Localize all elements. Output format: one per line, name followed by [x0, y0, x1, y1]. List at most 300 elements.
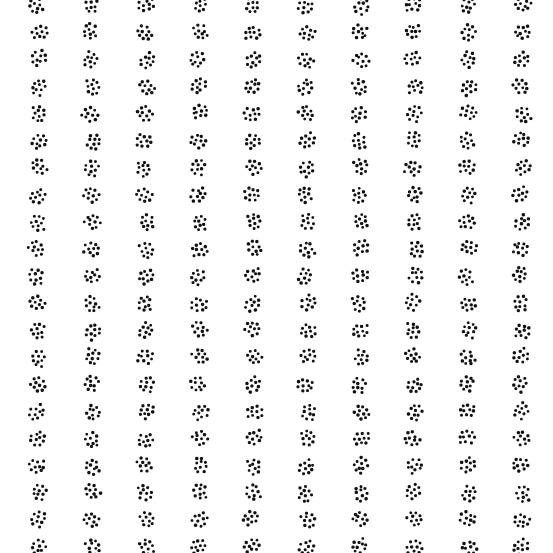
dot	[93, 189, 96, 192]
dot	[366, 276, 369, 279]
dot	[32, 225, 35, 228]
dot	[313, 297, 316, 300]
dot	[305, 105, 308, 108]
dot	[358, 467, 361, 470]
dot	[366, 271, 369, 274]
dot	[299, 354, 302, 357]
dot	[471, 35, 474, 38]
dot	[353, 411, 356, 414]
dot	[144, 539, 147, 542]
dot	[92, 247, 95, 250]
dot	[523, 328, 526, 331]
dot	[516, 405, 519, 408]
dot	[513, 351, 516, 354]
dot	[257, 226, 260, 229]
dot	[36, 549, 39, 552]
dot	[364, 34, 367, 37]
dot	[524, 304, 527, 307]
dot	[36, 59, 39, 62]
dot	[88, 10, 91, 13]
dot	[150, 221, 153, 224]
dot	[255, 240, 258, 243]
dot	[192, 27, 195, 30]
dot	[300, 199, 303, 202]
dot	[138, 443, 141, 446]
dot	[520, 161, 523, 164]
dot	[465, 250, 468, 253]
dot	[199, 4, 202, 7]
dot	[138, 277, 141, 280]
dot	[408, 349, 411, 352]
dot	[37, 201, 40, 204]
dot	[152, 550, 155, 553]
dot	[43, 385, 46, 388]
dot	[356, 280, 359, 283]
dot	[468, 326, 471, 329]
dot	[243, 190, 246, 193]
dot	[94, 302, 97, 305]
dot	[148, 512, 151, 515]
dot	[200, 460, 203, 463]
dot	[301, 93, 304, 96]
dot	[149, 141, 152, 144]
dot	[405, 53, 408, 56]
dot	[199, 192, 203, 196]
dot	[525, 494, 528, 497]
dot	[307, 269, 310, 272]
dot	[306, 298, 309, 301]
dot	[302, 162, 305, 165]
dot	[356, 23, 359, 26]
dot	[152, 517, 155, 520]
dot	[148, 298, 151, 301]
dot	[35, 27, 38, 30]
dot	[516, 547, 519, 550]
dot	[257, 299, 260, 302]
dot	[31, 418, 34, 421]
dot	[303, 64, 306, 67]
dot	[41, 248, 44, 251]
dot	[304, 467, 307, 470]
dot	[414, 483, 417, 486]
dot	[461, 306, 464, 309]
dot	[520, 407, 523, 410]
dot	[85, 493, 88, 496]
dot	[364, 170, 367, 173]
dot	[356, 331, 359, 334]
dot	[517, 497, 520, 500]
dot	[472, 409, 475, 412]
dot	[463, 221, 466, 224]
dot	[258, 142, 261, 145]
dot	[307, 221, 310, 224]
dot	[148, 333, 151, 336]
dot	[193, 142, 196, 145]
dot-cluster	[243, 322, 260, 338]
dot	[202, 58, 205, 61]
dot-cluster	[352, 187, 367, 204]
dot	[415, 326, 418, 329]
dot	[358, 111, 362, 115]
dot-cluster	[244, 78, 260, 94]
dot	[93, 297, 96, 300]
dot	[41, 165, 44, 168]
dot	[195, 434, 198, 437]
dot	[87, 85, 90, 88]
dot	[523, 515, 526, 518]
dot	[94, 349, 97, 352]
dot	[190, 546, 193, 549]
dot	[139, 114, 142, 117]
dot	[364, 116, 367, 119]
dot	[94, 243, 97, 246]
dot	[518, 385, 521, 388]
dot	[35, 147, 38, 150]
dot	[473, 465, 476, 468]
dot	[410, 360, 413, 363]
dot-cluster	[351, 295, 366, 313]
dot	[308, 412, 311, 415]
dot	[301, 437, 304, 440]
dot	[358, 158, 361, 161]
dot	[299, 62, 302, 65]
dot	[460, 31, 463, 34]
dot	[353, 438, 356, 441]
dot	[468, 299, 471, 302]
dot	[415, 295, 418, 298]
dot	[148, 109, 151, 112]
dot	[364, 513, 367, 516]
dot	[357, 30, 360, 33]
dot	[464, 547, 467, 550]
dot	[248, 31, 251, 34]
dot	[527, 439, 530, 442]
dot	[419, 255, 422, 258]
dot	[305, 53, 308, 56]
dot	[303, 350, 306, 353]
dot	[359, 488, 362, 491]
dot	[194, 172, 197, 175]
dot	[252, 473, 255, 476]
dot	[517, 64, 520, 67]
dot	[202, 442, 205, 445]
dot-cluster	[352, 377, 367, 394]
dot	[189, 141, 192, 144]
dot	[90, 165, 93, 168]
dot	[29, 279, 32, 282]
dot	[146, 79, 149, 82]
dot	[458, 275, 461, 278]
dot	[306, 217, 309, 220]
dot	[418, 458, 421, 461]
dot	[307, 91, 310, 94]
dot	[408, 437, 411, 440]
dot	[361, 494, 364, 497]
dot	[307, 213, 310, 216]
dot	[301, 415, 304, 418]
dot	[469, 490, 472, 493]
dot	[354, 308, 357, 311]
dot	[516, 115, 519, 118]
dot	[364, 160, 367, 163]
dot	[469, 133, 472, 136]
dot	[197, 146, 200, 149]
dot	[139, 198, 142, 201]
dot	[251, 463, 254, 466]
dot	[461, 546, 464, 549]
dot	[148, 540, 151, 543]
dot	[42, 228, 45, 231]
dot	[514, 219, 517, 222]
dot	[312, 222, 315, 225]
dot	[469, 117, 472, 120]
dot	[198, 82, 201, 85]
dot	[196, 269, 199, 272]
dot	[464, 356, 467, 359]
dot	[142, 389, 145, 392]
dot	[462, 274, 465, 277]
dot	[412, 110, 415, 113]
dot-cluster	[28, 403, 45, 421]
dot	[256, 189, 259, 192]
dot	[45, 489, 48, 492]
dot	[144, 444, 147, 447]
dot	[354, 550, 357, 553]
dot	[196, 86, 199, 89]
dot	[413, 524, 416, 527]
dot	[91, 271, 94, 274]
dot	[256, 515, 259, 518]
dot	[146, 274, 149, 277]
dot	[303, 201, 306, 204]
dot	[353, 86, 356, 89]
dot	[521, 463, 524, 466]
dot	[314, 30, 317, 33]
dot	[413, 218, 416, 221]
dot	[414, 271, 417, 274]
dot	[258, 33, 261, 36]
dot	[305, 430, 308, 433]
dot	[472, 542, 475, 545]
dot	[472, 323, 475, 326]
dot	[244, 196, 247, 199]
dot	[419, 81, 422, 84]
dot	[406, 357, 409, 360]
dot	[89, 106, 92, 109]
dot	[419, 542, 422, 545]
dot	[314, 332, 317, 335]
dot	[362, 297, 365, 300]
dot	[522, 8, 525, 11]
dot	[40, 350, 43, 353]
dot	[38, 83, 41, 86]
dot	[473, 192, 476, 195]
dot	[416, 250, 419, 253]
dot	[144, 385, 147, 388]
dot	[307, 384, 310, 387]
dot	[410, 443, 413, 446]
dot	[252, 26, 255, 29]
dot	[33, 488, 36, 491]
dot	[97, 469, 100, 472]
dot	[303, 500, 306, 503]
dot	[191, 189, 194, 192]
dot	[421, 86, 424, 89]
dot	[30, 221, 33, 224]
dot	[354, 107, 357, 110]
dot	[525, 251, 528, 254]
dot	[36, 389, 39, 392]
dot-cluster	[460, 240, 478, 255]
dot	[305, 282, 308, 285]
dot	[190, 306, 193, 309]
dot	[248, 134, 251, 137]
dot	[416, 378, 419, 381]
dot	[522, 243, 525, 246]
dot	[253, 300, 256, 303]
dot	[144, 66, 147, 69]
dot	[307, 251, 310, 254]
dot	[460, 512, 463, 515]
dot	[88, 295, 91, 298]
dot	[90, 357, 93, 360]
dot	[468, 159, 471, 162]
dot	[258, 219, 261, 222]
dot	[141, 484, 144, 487]
dot	[39, 431, 42, 434]
dot	[511, 194, 514, 197]
dot	[353, 463, 356, 466]
dot	[37, 109, 40, 112]
dot	[199, 139, 202, 142]
dot	[363, 547, 366, 550]
dot	[521, 548, 524, 551]
dot-cluster	[33, 484, 48, 501]
dot-cluster	[193, 215, 206, 231]
dot-cluster	[513, 513, 531, 527]
dot	[417, 330, 420, 333]
dot	[356, 382, 359, 385]
dot	[138, 307, 141, 310]
dot	[529, 117, 532, 120]
dot	[35, 220, 38, 223]
dot-cluster	[513, 50, 529, 67]
dot	[92, 484, 95, 487]
dot	[36, 191, 39, 194]
dot	[203, 433, 206, 436]
dot	[418, 30, 421, 33]
dot	[417, 414, 420, 417]
dot	[420, 271, 423, 274]
dot	[530, 2, 533, 5]
dot	[517, 91, 520, 94]
dot-cluster	[405, 293, 422, 312]
dot-cluster	[405, 24, 421, 39]
dot	[141, 164, 144, 167]
dot	[85, 461, 88, 464]
dot	[413, 255, 416, 258]
dot	[200, 430, 203, 433]
dot	[202, 549, 205, 552]
dot	[43, 355, 46, 358]
dot	[418, 492, 421, 495]
dot	[195, 91, 198, 94]
dot	[256, 6, 259, 9]
dot	[255, 405, 258, 408]
dot	[514, 3, 517, 6]
dot	[415, 35, 418, 38]
dot	[148, 51, 151, 54]
dot	[42, 109, 45, 112]
dot	[351, 297, 354, 300]
dot	[91, 459, 94, 462]
dot	[34, 272, 37, 275]
dot-cluster	[407, 458, 423, 474]
dot	[253, 51, 256, 54]
dot	[90, 56, 93, 59]
dot	[303, 196, 306, 199]
dot	[137, 162, 140, 165]
dot	[403, 170, 406, 173]
dot-cluster	[459, 104, 477, 120]
dot-cluster	[139, 51, 155, 69]
dot	[409, 303, 412, 306]
dot	[259, 249, 262, 252]
dot	[411, 298, 414, 301]
dot	[38, 215, 41, 218]
dot	[142, 282, 145, 285]
dot	[355, 170, 358, 173]
dot	[415, 545, 418, 548]
dot	[416, 200, 419, 203]
dot	[360, 13, 363, 16]
dot	[202, 143, 205, 146]
dot	[514, 458, 517, 461]
dot	[471, 280, 474, 283]
dot	[522, 137, 525, 140]
dot	[89, 65, 92, 68]
dot	[311, 248, 314, 251]
dot	[352, 189, 355, 192]
dot	[516, 34, 519, 37]
dot	[41, 30, 44, 33]
dot	[251, 414, 254, 417]
dot	[251, 253, 254, 256]
dot	[29, 197, 32, 200]
dot	[310, 197, 313, 200]
dot-cluster	[84, 431, 98, 448]
dot	[80, 114, 83, 117]
dot	[524, 442, 527, 445]
dot	[410, 491, 413, 494]
dot	[303, 32, 306, 35]
dot	[93, 53, 96, 56]
dot	[363, 334, 366, 337]
dot	[89, 134, 92, 137]
dot	[412, 85, 415, 88]
dot	[142, 523, 145, 526]
dot	[99, 221, 102, 224]
dot	[465, 279, 468, 282]
dot	[142, 359, 145, 362]
dot	[253, 194, 256, 197]
dot	[418, 165, 421, 168]
dot	[352, 27, 355, 30]
dot	[311, 549, 314, 552]
dot	[471, 195, 474, 198]
dot	[526, 547, 529, 550]
dot	[366, 464, 369, 467]
